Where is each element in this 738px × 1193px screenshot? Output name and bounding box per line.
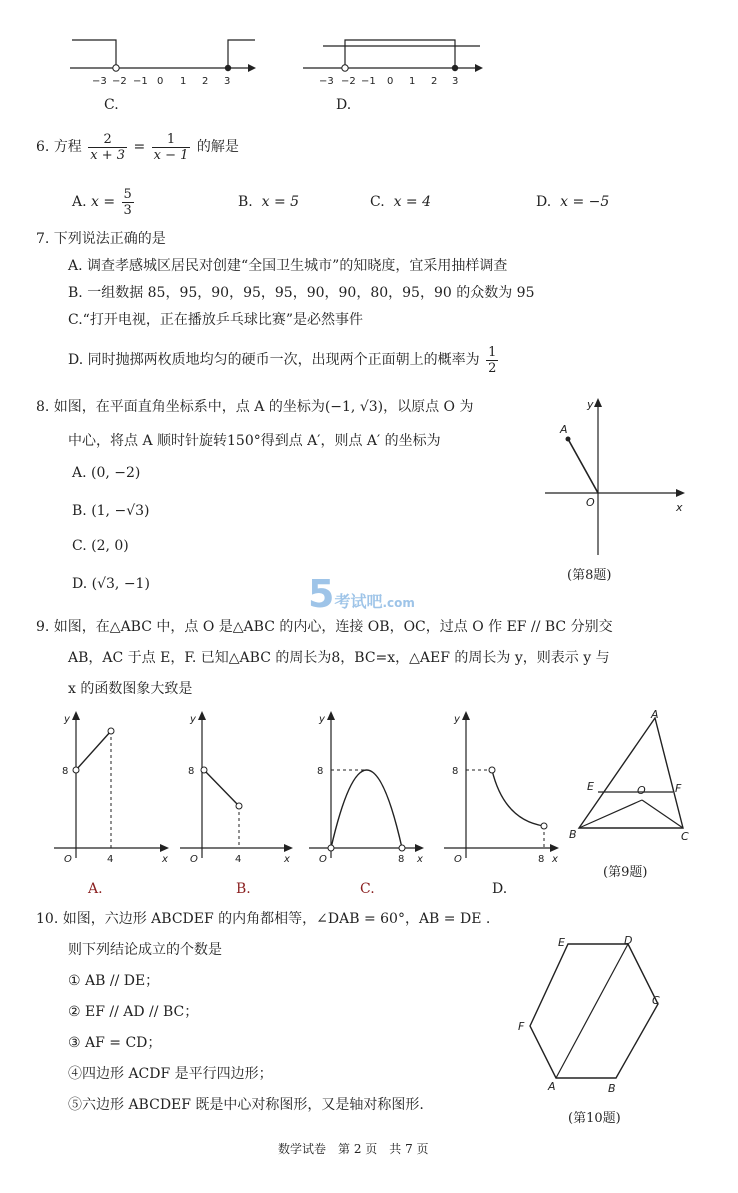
q7-option-c: C.“打开电视，正在播放乒乓球比赛”是必然事件 — [68, 312, 363, 328]
tick-label: −1 — [133, 76, 148, 87]
option-label-d: D. — [336, 97, 352, 113]
q9-label-d: D. — [492, 881, 508, 897]
tick-label: 2 — [202, 76, 209, 87]
tick-label: −1 — [361, 76, 376, 87]
vertex-b-label: B — [569, 828, 577, 841]
q6-option-b: B. x = 5 — [238, 194, 300, 210]
q9-label-a: A. — [88, 881, 103, 897]
y-axis-label: y — [319, 714, 325, 725]
q6-option-c: C. x = 4 — [370, 194, 432, 210]
q6-option-a: A. x = $\frac{5}{3}$ — [72, 186, 132, 218]
q10-statement-2: ② EF // AD // BC； — [68, 1004, 199, 1020]
q9-graph-d — [440, 708, 565, 868]
point-o-label: O — [637, 784, 646, 797]
page-footer: 数学试卷 第 2 页 共 7 页 — [278, 1142, 429, 1156]
vertex-b-label: B — [608, 1082, 616, 1095]
q6-suffix: 的解是 — [196, 139, 239, 155]
tick-label: 8 — [398, 854, 405, 865]
q10-stem-line2: 则下列结论成立的个数是 — [68, 942, 222, 958]
q10-caption: (第10题) — [568, 1111, 621, 1126]
q9-graph-c — [305, 708, 430, 868]
tick-label: 3 — [452, 76, 459, 87]
tick-label: 4 — [235, 854, 242, 865]
tick-label: 8 — [317, 766, 324, 777]
origin-label: O — [64, 854, 72, 865]
tick-label: −3 — [92, 76, 107, 87]
x-axis-label: x — [284, 854, 290, 865]
q9-label-c: C. — [360, 881, 375, 897]
x-axis-label: x — [162, 854, 168, 865]
x-axis-label: x — [552, 854, 558, 865]
q9-graph-a — [50, 708, 175, 868]
origin-label: O — [454, 854, 462, 865]
point-f-label: F — [675, 782, 682, 795]
q8-caption: (第8题) — [567, 568, 612, 583]
tick-label: 4 — [107, 854, 114, 865]
q10-statement-1: ① AB // DE； — [68, 973, 160, 989]
q6-stem: 6. 方程 $\frac{2}{x + 3}$ = $\frac{1}{x - 1}$ 的解是 — [36, 131, 239, 163]
tick-label: 1 — [180, 76, 187, 87]
numberline-c — [60, 28, 260, 88]
y-axis-label: y — [190, 714, 196, 725]
q6-prefix: 方程 — [53, 139, 82, 155]
tick-label: 8 — [62, 766, 69, 777]
q9-stem-line1: 9. 如图，在△ABC 中，点 O 是△ABC 的内心，连接 OB，OC，过点 O 作 EF // BC 分别交 — [36, 619, 613, 635]
q8-option-d: D. (√3, −1) — [72, 576, 150, 592]
q8-stem-line2: 中心，将点 A 顺时针旋转150°得到点 A′，则点 A′ 的坐标为 — [68, 433, 441, 449]
fraction: $\frac{2}{x + 3}$ — [90, 131, 126, 163]
tick-label: 0 — [157, 76, 164, 87]
q9-label-b: B. — [236, 881, 251, 897]
q10-hexagon-figure — [510, 930, 670, 1095]
vertex-a-label: A — [651, 710, 659, 721]
tick-label: 0 — [387, 76, 394, 87]
tick-label: −3 — [319, 76, 334, 87]
vertex-c-label: C — [652, 994, 660, 1007]
vertex-e-label: E — [558, 936, 565, 949]
tick-label: 2 — [431, 76, 438, 87]
q7-option-a: A. 调查孝感城区居民对创建“全国卫生城市”的知晓度，宜采用抽样调查 — [68, 258, 508, 274]
x-axis-label: x — [417, 854, 423, 865]
q6-option-d: D. x = −5 — [536, 194, 610, 210]
q7-option-d: D. 同时抛掷两枚质地均匀的硬币一次，出现两个正面朝上的概率为 $\frac{1}{2}$ — [68, 344, 497, 376]
tick-label: 8 — [452, 766, 459, 777]
tick-label: 3 — [224, 76, 231, 87]
numberline-d — [295, 28, 495, 88]
q8-option-c: C. (2, 0) — [72, 538, 129, 554]
origin-label: O — [586, 496, 595, 509]
fraction: $\frac{1}{x - 1}$ — [153, 131, 189, 163]
q8-option-a: A. (0, −2) — [72, 465, 141, 481]
vertex-d-label: D — [624, 934, 633, 947]
q9-caption: (第9题) — [603, 865, 648, 880]
point-a-label: A — [560, 423, 568, 436]
vertex-a-label: A — [548, 1080, 556, 1093]
q8-option-b: B. (1, −√3) — [72, 503, 150, 519]
q10-statement-3: ③ AF = CD； — [68, 1035, 162, 1051]
tick-label: 1 — [409, 76, 416, 87]
q8-figure — [540, 395, 690, 560]
y-axis-label: y — [587, 398, 594, 411]
tick-label: −2 — [341, 76, 356, 87]
q9-graph-b — [178, 708, 303, 868]
tick-label: 8 — [188, 766, 195, 777]
q7-option-b: B. 一组数据 85，95，90，95，95，90，90，80，95，90 的众数为 95 — [68, 285, 535, 301]
q9-triangle-figure — [565, 710, 700, 845]
tick-label: −2 — [112, 76, 127, 87]
y-axis-label: y — [454, 714, 460, 725]
y-axis-label: y — [64, 714, 70, 725]
option-label-c: C. — [104, 97, 119, 113]
q10-statement-5: ⑤六边形 ABCDEF 既是中心对称图形，又是轴对称图形. — [68, 1097, 424, 1113]
tick-label: 8 — [538, 854, 545, 865]
vertex-f-label: F — [518, 1020, 525, 1033]
origin-label: O — [319, 854, 327, 865]
question-number: 6. — [36, 139, 50, 155]
watermark-logo: 5考试吧.com — [308, 572, 415, 616]
q10-stem-line1: 10. 如图，六边形 ABCDEF 的内角都相等，∠DAB = 60°，AB = DE . — [36, 911, 491, 927]
origin-label: O — [190, 854, 198, 865]
q9-stem-line2: AB，AC 于点 E，F. 已知△ABC 的周长为8，BC=x，△AEF 的周长为 y，则表示 y 与 — [68, 650, 610, 666]
q9-stem-line3: x 的函数图象大致是 — [68, 681, 193, 697]
point-e-label: E — [587, 780, 594, 793]
vertex-c-label: C — [681, 830, 689, 843]
q8-stem-line1: 8. 如图，在平面直角坐标系中，点 A 的坐标为(−1, √3)，以原点 O 为 — [36, 399, 474, 415]
q7-stem: 7. 下列说法正确的是 — [36, 231, 166, 247]
q10-statement-4: ④四边形 ACDF 是平行四边形； — [68, 1066, 273, 1082]
x-axis-label: x — [676, 501, 683, 514]
